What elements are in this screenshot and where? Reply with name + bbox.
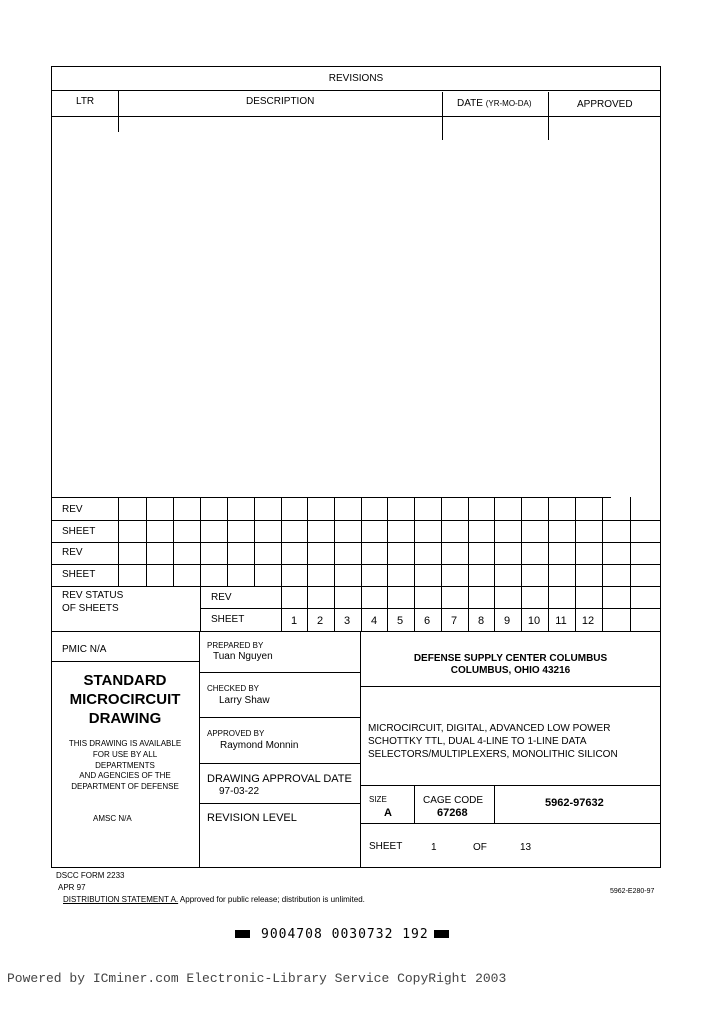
sheet-num-5: 5 — [396, 615, 404, 627]
prepared-by-label: PREPARED BY — [207, 641, 264, 650]
size-value: A — [384, 807, 392, 819]
availability-4: AND AGENCIES OF THE — [79, 771, 171, 780]
checked-by-name: Larry Shaw — [219, 695, 270, 706]
drawing-title-3: SELECTORS/MULTIPLEXERS, MONOLITHIC SILICON — [368, 749, 618, 760]
checked-by-label: CHECKED BY — [207, 684, 260, 693]
col-date — [457, 99, 532, 109]
col-ltr: LTR — [76, 96, 95, 107]
rev-status-label-2: OF SHEETS — [62, 603, 119, 614]
cage-code-label: CAGE CODE — [423, 795, 484, 806]
standard-title-2: MICROCIRCUIT — [69, 691, 181, 708]
barcode-block-right — [434, 930, 449, 938]
rev-status-label-1: REV STATUS — [62, 590, 124, 601]
col-date-label: DATE — [457, 98, 483, 109]
distribution-text: Approved for public release; distribution is unlimited. — [179, 895, 365, 904]
sheet-num-11: 11 — [555, 615, 567, 627]
sheet-num-3: 3 — [343, 615, 351, 627]
rev-label: REV — [211, 592, 232, 603]
sheet-num-12: 12 — [581, 615, 595, 627]
of-label: OF — [473, 842, 487, 853]
distribution-label: DISTRIBUTION STATEMENT A. — [63, 895, 179, 904]
agency-line-2: COLUMBUS, OHIO 43216 — [450, 665, 571, 676]
sheet-value: 1 — [431, 842, 437, 853]
sheet-num-9: 9 — [503, 615, 511, 627]
row-label-rev-1: REV — [62, 504, 83, 515]
col-description: DESCRIPTION — [246, 96, 315, 107]
footer-credit: Powered by ICminer.com Electronic-Library Service CopyRight 2003 — [7, 971, 507, 986]
size-label: SIZE — [369, 795, 387, 804]
grid-top — [51, 497, 611, 498]
approved-by-name: Raymond Monnin — [220, 740, 299, 751]
revisions-divider — [51, 90, 661, 91]
approval-date: 97-03-22 — [219, 786, 260, 797]
sheet-num-6: 6 — [423, 615, 431, 627]
amsc-label: AMSC N/A — [93, 814, 132, 823]
sheet-label: SHEET — [211, 614, 245, 625]
standard-title-3: DRAWING — [88, 710, 162, 727]
agency-line-1: DEFENSE SUPPLY CENTER COLUMBUS — [413, 653, 608, 664]
barcode-block-left — [235, 930, 250, 938]
approved-by-label: APPROVED BY — [207, 729, 265, 738]
row-label-sheet-2: SHEET — [62, 569, 96, 580]
sheet-num-7: 7 — [450, 615, 458, 627]
availability-2: FOR USE BY ALL — [92, 750, 158, 759]
col-divider-ltr — [118, 90, 119, 132]
prepared-by-name: Tuan Nguyen — [213, 651, 273, 662]
sheet-num-10: 10 — [527, 615, 541, 627]
total-sheets: 13 — [520, 842, 532, 853]
sheet-num-1: 1 — [290, 615, 298, 627]
standard-title-1: STANDARD — [83, 672, 167, 689]
revisions-header-bottom — [51, 116, 661, 117]
col-approved: APPROVED — [577, 99, 633, 110]
cage-code-value: 67268 — [437, 807, 468, 819]
sheet-label-tb: SHEET — [369, 841, 403, 852]
availability-1: THIS DRAWING IS AVAILABLE — [68, 739, 182, 748]
row-label-rev-2: REV — [62, 547, 83, 558]
sheet-num-8: 8 — [477, 615, 485, 627]
drawing-title-1: MICROCIRCUIT, DIGITAL, ADVANCED LOW POWER — [368, 723, 611, 734]
form-date: APR 97 — [58, 883, 86, 892]
drawing-title-2: SCHOTTKY TTL, DUAL 4-LINE TO 1-LINE DATA — [368, 736, 587, 747]
revisions-title: REVISIONS — [328, 73, 384, 84]
title-block-divider-left — [199, 631, 200, 868]
barcode-text: 9004708 0030732 192 — [261, 927, 429, 942]
col-date-format: (YR-MO-DA) — [485, 99, 532, 108]
revision-level-label: REVISION LEVEL — [207, 812, 297, 824]
pmic-label: PMIC N/A — [62, 644, 107, 655]
sheet-num-2: 2 — [316, 615, 324, 627]
availability-3: DEPARTMENTS — [95, 761, 155, 770]
approval-date-label: DRAWING APPROVAL DATE — [207, 773, 352, 785]
doc-code: 5962-E280-97 — [610, 888, 655, 895]
availability-5: DEPARTMENT OF DEFENSE — [71, 782, 179, 791]
drawing-number: 5962-97632 — [545, 797, 604, 809]
row-label-sheet-1: SHEET — [62, 526, 96, 537]
form-id: DSCC FORM 2233 — [56, 871, 125, 880]
distribution-statement — [63, 896, 365, 904]
sheet-num-4: 4 — [370, 615, 378, 627]
